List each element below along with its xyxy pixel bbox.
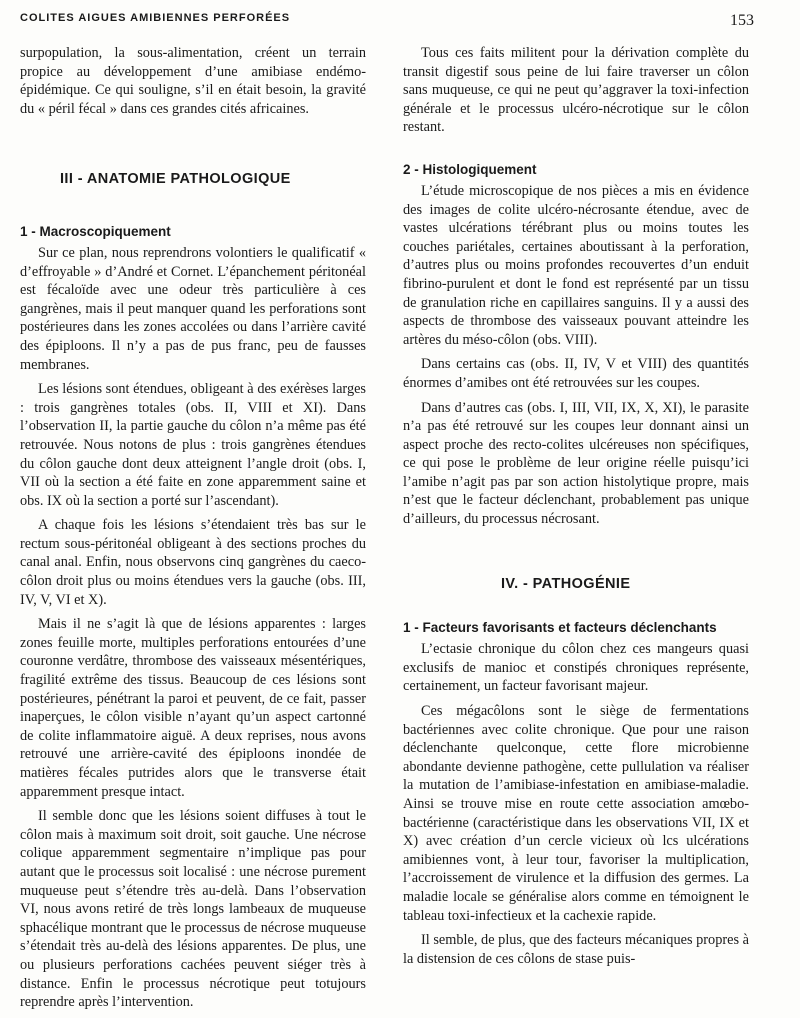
left-column [20, 44, 366, 1018]
right-column [403, 44, 749, 974]
paragraph: L’étude microscopique de nos pièces a mis en évidence des images de colite ulcéro-nécrosante étendue, avec de vastes ulcérations térébrant plus ou moins toutes les couches pariétales, certaines aboutissant à la perforation, d’autres plus ou moins profondes recouvertes d’un enduit fibrino-purulent et dont le fond est représenté par un tissu de granulation riche en capillaires sanguins. Il y a aussi des aspects de thrombose des vaisseaux pouvant atteindre les artères du méso-côlon (obs. VIII). [403, 182, 749, 348]
section-heading-macroscopiquement: 1 - Macroscopiquement [20, 223, 171, 239]
paragraph: Les lésions sont étendues, obligeant à des exérèses larges : trois gangrènes totales (obs. II, VIII et XI). Dans l’observation II, la partie gauche du côlon n’a même pas été retrouvée. Nous notons de plus : trois gangrènes étendues du côlon gauche dont deux atteignent l’angle droit (obs. I, VII où la section a été faite en zone apparemment saine et obs. IX où la section a porté sur l’ascendant). [20, 381, 366, 509]
paragraph: Il semble, de plus, que des facteurs mécaniques propres à la distension de ces côlons de stase puis- [403, 932, 749, 967]
page-number: 153 [730, 12, 754, 29]
running-head: COLITES AIGUES AMIBIENNES PERFORÉES [20, 12, 291, 24]
paragraph: Dans certains cas (obs. II, IV, V et VIII) des quantités énormes d’amibes ont été retrouvées sur les coupes. [403, 356, 749, 391]
paragraph: Tous ces faits militent pour la dérivation complète du transit digestif sous peine de lui faire traverser un côlon sans muqueuse, ce qui ne peut qu’aggraver la toxi-infection générale et le processus ulcéro-nécrotique sur le côlon restant. [403, 45, 749, 136]
section-heading-facteurs: 1 - Facteurs favorisants et facteurs déclenchants [403, 620, 717, 636]
paragraph: Sur ce plan, nous reprendrons volontiers le qualificatif « d’effroyable » d’André et Cornet. L’épanchement péritonéal est fécaloïde avec une odeur très particulière à ces gangrènes, mais il peut manquer quand les perforations sont postérieures dans les zones accolées ou dans l’arrière cavité des épiploons. Il n’y a pas de pus franc, peu de fausses membranes. [20, 244, 366, 373]
paragraph: A chaque fois les lésions s’étendaient très bas sur le rectum sous-péritonéal obligeant à des sections proches du canal anal. Enfin, nous observons cinq gangrènes du caeco-côlon droit plus ou moins étendues vers la gauche (obs. III, IV, V, VI et X). [20, 517, 366, 608]
paragraph: Il semble donc que les lésions soient diffuses à tout le côlon mais à maximum soit droit, soit gauche. Une nécrose colique apparemment segmentaire n’implique pas pour autant que le processus soit localisé : une nécrose purement muqueuse peut s’étendre très au-delà. Dans l’observation VI, nous avons retiré de très longs lambeaux de muqueuse sphacélique montrant que le processus de nécrose muqueuse s’étendait très au-delà des lésions apparentes. De plus, une ou plusieurs perforations cachées peuvent siéger très à distance. Enfin le processus nécrotique peut totujours reprendre après l’intervention. [20, 808, 366, 1011]
paragraph: Ces mégacôlons sont le siège de fermentations bactériennes avec colite chronique. Que pour une raison déclenchante quelconque, cette flore microbienne abondante devienne pathogène, cette pullulation va réaliser la mutation de l’amibiase-infestation en amibiase-maladie. Ainsi se trouve mise en route cette association amœbo-bactérienne (caractéristique dans les observations VII, IX et X) avec création d’un cercle vicieux où lcs ulcérations amibiennes vont, à leur tour, favoriser la multiplication, l’accroissement de virulence et la diffusion des germes. La maladie locale se généralise alors comme en témoignent le tableau toxi-infectieux et la cachexie rapide. [403, 703, 749, 924]
paragraph: Dans d’autres cas (obs. I, III, VII, IX, X, XI), le parasite n’a pas été retrouvé sur les coupes leur donnant ainsi un aspect proche des recto-colites ulcéreuses non spécifiques, ce qui pose le problème de leur origine réelle puisqu’ici l’amibe n’agit pas par son action histolytique propre, mais n’est que le facteur déclenchant, probablement pas unique d’ailleurs, du processus nécrosant. [403, 399, 749, 528]
paragraph: Mais il ne s’agit là que de lésions apparentes : larges zones feuille morte, multiples perforations entourées d’une couronne verdâtre, thrombose des vaisseaux mésentériques, fragilité extrême des tissus. Beaucoup de ces lésions sont postérieures, pénétrant la paroi et peuvent, de ce fait, passer inaperçues, le côlon visible n’ayant qu’un aspect cartonné de colite inflammatoire aiguë. A deux reprises, nous avons retrouvé une arrière-cavité des épiploons inondée de matières fécales putrides alors que le transverse était apparemment presque intact. [20, 616, 366, 800]
chapter-heading-anatomie: III - ANATOMIE PATHOLOGIQUE [60, 171, 291, 188]
chapter-heading-pathogenie: IV. - PATHOGÉNIE [501, 575, 631, 592]
paragraph: surpopulation, la sous-alimentation, créent un terrain propice au développement d’une amibiase endémo-épidémique. Ce qui souligne, s’il en était besoin, la gravité du « péril fécal » dans ces grandes cités africaines. [20, 45, 366, 117]
section-heading-histologiquement: 2 - Histologiquement [403, 161, 537, 177]
paragraph: L’ectasie chronique du côlon chez ces mangeurs quasi exclusifs de manioc et constipés chroniques représente, certainement, un facteur favorisant majeur. [403, 641, 749, 695]
